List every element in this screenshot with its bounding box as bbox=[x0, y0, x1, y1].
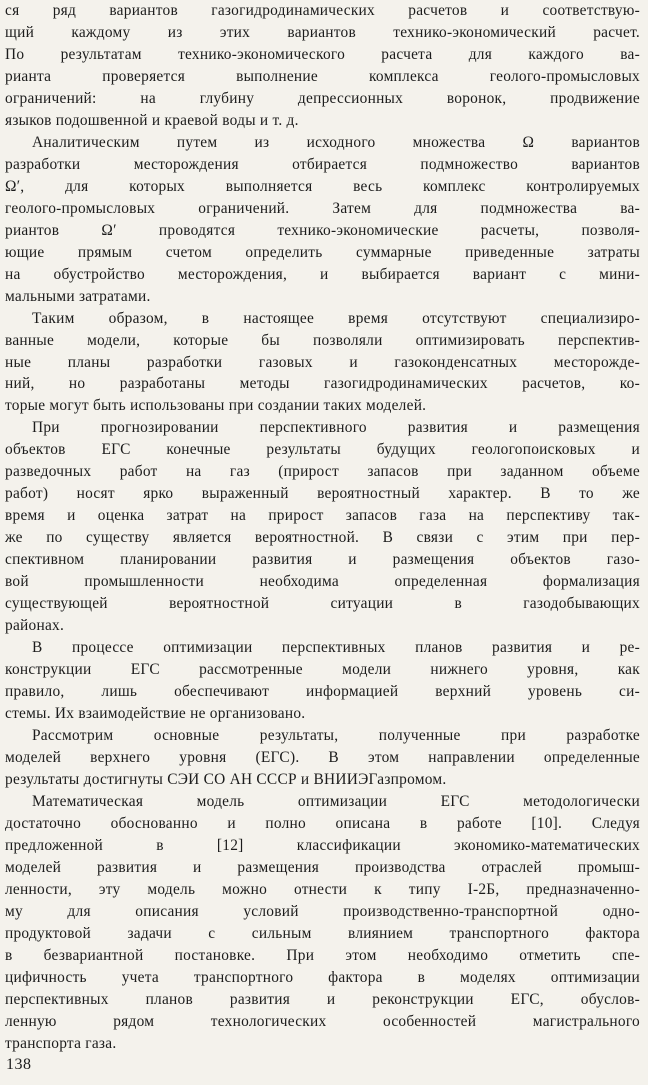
text-line: моделей развития и размещения производства отраслей промыш- bbox=[5, 858, 640, 876]
text-line: риантов Ω′ проводятся технико-экономические расчеты, позволя- bbox=[5, 221, 640, 239]
text-line: работ) носят ярко выраженный вероятностный характер. В то же bbox=[5, 485, 640, 503]
text-line: правило, лишь обеспечивают информацией верхний уровень си- bbox=[5, 683, 640, 701]
text-line: В процессе оптимизации перспективных планов развития и ре- bbox=[32, 639, 640, 657]
text-line: ся ряд вариантов газогидродинамических расчетов и соответствую- bbox=[5, 2, 640, 19]
text-line: перспективных планов развития и реконструкции ЕГС, обуслов- bbox=[5, 990, 640, 1008]
text-line: му для описания условий производственно-транспортной одно- bbox=[5, 902, 640, 920]
text-line: рианта проверяется выполнение комплекса геолого-промысловых bbox=[5, 67, 640, 85]
text-line: существующей вероятностной ситуации в газодобывающих bbox=[5, 595, 640, 613]
text-line: моделей верхнего уровня (ЕГС). В этом направлении определенные bbox=[5, 748, 640, 766]
paragraph bbox=[0, 308, 648, 418]
paragraph bbox=[0, 637, 648, 725]
text-line: конструкции ЕГС рассмотренные модели нижнего уровня, как bbox=[5, 661, 640, 679]
text-line: Таким образом, в настоящее время отсутствуют специализиро- bbox=[32, 309, 640, 327]
text-line: продуктовой задачи с сильным влиянием транспортного фактора bbox=[5, 924, 640, 942]
paragraph bbox=[0, 791, 648, 1055]
text-line: ленную рядом технологических особенностей магистрального bbox=[5, 1012, 640, 1030]
text-line: геолого-промысловых ограничений. Затем для подмножества ва- bbox=[5, 199, 640, 217]
paragraph bbox=[0, 132, 648, 308]
text-line: достаточно обоснованно и полно описана в работе [10]. Следуя bbox=[5, 814, 640, 832]
text-line: разведочных работ на газ (прирост запасов при заданном объеме bbox=[5, 463, 640, 481]
paragraph bbox=[0, 725, 648, 791]
text-line: районах. bbox=[5, 617, 65, 635]
text-line: ограничений: на глубину депрессионных воронок, продвижение bbox=[5, 89, 640, 107]
text-line: Математическая модель оптимизации ЕГС методологически bbox=[32, 792, 640, 810]
text-line: в безвариантной постановке. При этом необходимо отметить спе- bbox=[5, 946, 640, 964]
paragraph bbox=[0, 0, 648, 132]
text-line: Аналитическим путем из исходного множества Ω вариантов bbox=[32, 133, 640, 151]
text-line: результаты достигнуты СЭИ СО АН СССР и ВНИИЭГазпромом. bbox=[5, 770, 447, 788]
text-line: При прогнозировании перспективного развития и размещения bbox=[32, 419, 640, 437]
text-line: Ω′, для которых выполняется весь комплекс контролируемых bbox=[5, 177, 640, 195]
text-line: торые могут быть использованы при создании таких моделей. bbox=[5, 397, 427, 415]
paragraph bbox=[0, 417, 648, 637]
text-line: спективном планировании развития и размещения объектов газо- bbox=[5, 551, 640, 569]
text-line: время и оценка затрат на прирост запасов газа на перспективу так- bbox=[5, 507, 640, 525]
text-line: ющие прямым счетом определить суммарные приведенные затраты bbox=[5, 243, 640, 261]
text-line: предложенной в [12] классификации экономико-математических bbox=[5, 836, 640, 854]
text-line: же по существу является вероятностной. В связи с этим при пер- bbox=[5, 529, 640, 547]
text-line: ний, но разработаны методы газогидродинамических расчетов, ко- bbox=[5, 375, 640, 393]
text-line: стемы. Их взаимодействие не организовано. bbox=[5, 705, 306, 722]
text-line: вой промышленности необходима определенная формализация bbox=[5, 573, 640, 591]
text-line: щий каждому из этих вариантов технико-экономический расчет. bbox=[5, 23, 640, 41]
text-line: По результатам технико-экономического расчета для каждого ва- bbox=[5, 45, 640, 63]
text-line: Рассмотрим основные результаты, полученные при разработке bbox=[32, 726, 640, 744]
text-line: ные планы разработки газовых и газоконденсатных месторожде- bbox=[5, 353, 640, 371]
text-line: объектов ЕГС конечные результаты будущих геологопоисковых и bbox=[5, 441, 640, 459]
text-line: разработки месторождения отбирается подмножество вариантов bbox=[5, 155, 640, 173]
text-line: транспорта газа. bbox=[5, 1034, 117, 1052]
text-line: ленности, эту модель можно отнести к типу I-2Б, предназначенно- bbox=[5, 880, 640, 898]
page-number: 138 bbox=[6, 1056, 32, 1073]
text-line: ванные модели, которые бы позволяли оптимизировать перспектив- bbox=[5, 331, 640, 349]
text-line: мальными затратами. bbox=[5, 287, 151, 305]
text-line: на обустройство месторождения, и выбирается вариант с мини- bbox=[5, 265, 640, 283]
text-line: языков подошвенной и краевой воды и т. д. bbox=[5, 111, 299, 129]
text-line: цифичность учета транспортного фактора в моделях оптимизации bbox=[5, 968, 640, 986]
